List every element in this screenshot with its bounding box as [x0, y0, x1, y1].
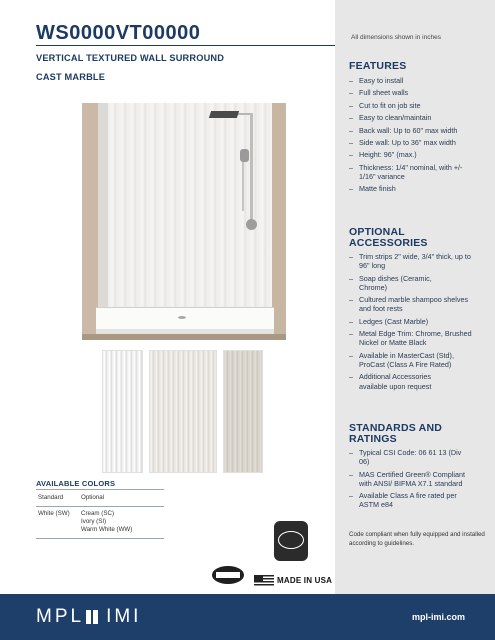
list-item: – Easy to clean/maintain — [349, 113, 489, 122]
standards-title-line2: RATINGS — [349, 433, 397, 445]
list-item: – Height: 96" (max.) — [349, 150, 489, 159]
optional-color-cream: Cream (SC) — [81, 510, 115, 517]
list-item: – Metal Edge Trim: Chrome, Brushed Nickel or Matte Black — [349, 329, 481, 347]
list-item: – Thickness: 1/4" nominal, with +/- 1/16" variance — [349, 163, 474, 181]
colors-table-row — [36, 507, 164, 539]
list-item: – Typical CSI Code: 06 61 13 (Div 06) — [349, 448, 471, 466]
list-item: – Full sheet walls — [349, 88, 489, 97]
colors-table-header — [36, 489, 164, 507]
list-item: – Available Class A fire rated per ASTM e84 — [349, 491, 471, 509]
standards-list — [349, 448, 471, 513]
standards-title — [349, 423, 442, 445]
us-flag-icon — [254, 575, 274, 587]
product-subtitle: VERTICAL TEXTURED WALL SURROUND — [36, 53, 225, 63]
cultured-marble-badge-icon — [212, 566, 244, 584]
header-optional: Optional — [81, 494, 105, 501]
accessories-list — [349, 252, 481, 394]
logo-bars-icon — [86, 610, 100, 624]
website-link[interactable]: mpl-imi.com — [411, 612, 465, 622]
list-item: – Easy to install — [349, 76, 489, 85]
list-item: – Cultured marble shampoo shelves and foot rests — [349, 295, 481, 313]
available-colors-title: AVAILABLE COLORS — [36, 479, 116, 488]
optional-colors — [81, 510, 164, 534]
made-in-usa-label: MADE IN USA — [277, 576, 333, 585]
list-item: – Trim strips 2" wide, 3/4" thick, up to 96" long — [349, 252, 481, 270]
list-item: – Additional Accessories available upon request — [349, 372, 461, 390]
list-item: – MAS Certified Green® Compliant with ANSI/ BIFMA X7.1 standard — [349, 470, 471, 488]
mpl-imi-logo — [36, 607, 141, 627]
list-item: – Matte finish — [349, 184, 489, 193]
standards-title-line1: STANDARDS AND — [349, 422, 443, 434]
list-item: – Back wall: Up to 60" max width — [349, 126, 461, 135]
header-standard: Standard — [38, 494, 64, 501]
optional-color-warm-white: Warm White (WW) — [81, 526, 133, 533]
available-colors-table — [36, 489, 164, 539]
swatch-cream — [149, 350, 217, 473]
compliance-note: Code compliant when fully equipped and installed according to guidelines. — [349, 531, 485, 547]
optional-color-ivory: Ivory (SI) — [81, 518, 107, 525]
list-item: – Cut to fit on job site — [349, 101, 489, 110]
product-code: WS0000VT00000 — [36, 22, 201, 44]
standard-color: White (SW) — [38, 510, 70, 517]
title-divider — [36, 45, 335, 46]
dimensions-note: All dimensions shown in inches — [351, 34, 441, 41]
logo-mpl: MPL — [36, 606, 85, 627]
accessories-title-line1: OPTIONAL — [349, 226, 405, 238]
accessories-title — [349, 227, 428, 249]
list-item: – Side wall: Up to 36" max width — [349, 138, 461, 147]
accessories-title-line2: ACCESSORIES — [349, 237, 428, 249]
swatch-warm — [223, 350, 263, 473]
product-material: CAST MARBLE — [36, 72, 106, 82]
mas-green-certified-badge-icon — [274, 521, 308, 561]
logo-imi: IMI — [106, 606, 142, 627]
features-list — [349, 76, 489, 197]
list-item: – Ledges (Cast Marble) — [349, 317, 481, 326]
shower-head-icon — [209, 111, 239, 118]
shower-product-photo — [82, 103, 286, 340]
features-title: FEATURES — [349, 60, 407, 72]
list-item: – Soap dishes (Ceramic, Chrome) — [349, 274, 461, 292]
swatch-white — [102, 350, 143, 473]
list-item: – Available in MasterCast (Std), ProCast (Class A Fire Rated) — [349, 351, 481, 369]
